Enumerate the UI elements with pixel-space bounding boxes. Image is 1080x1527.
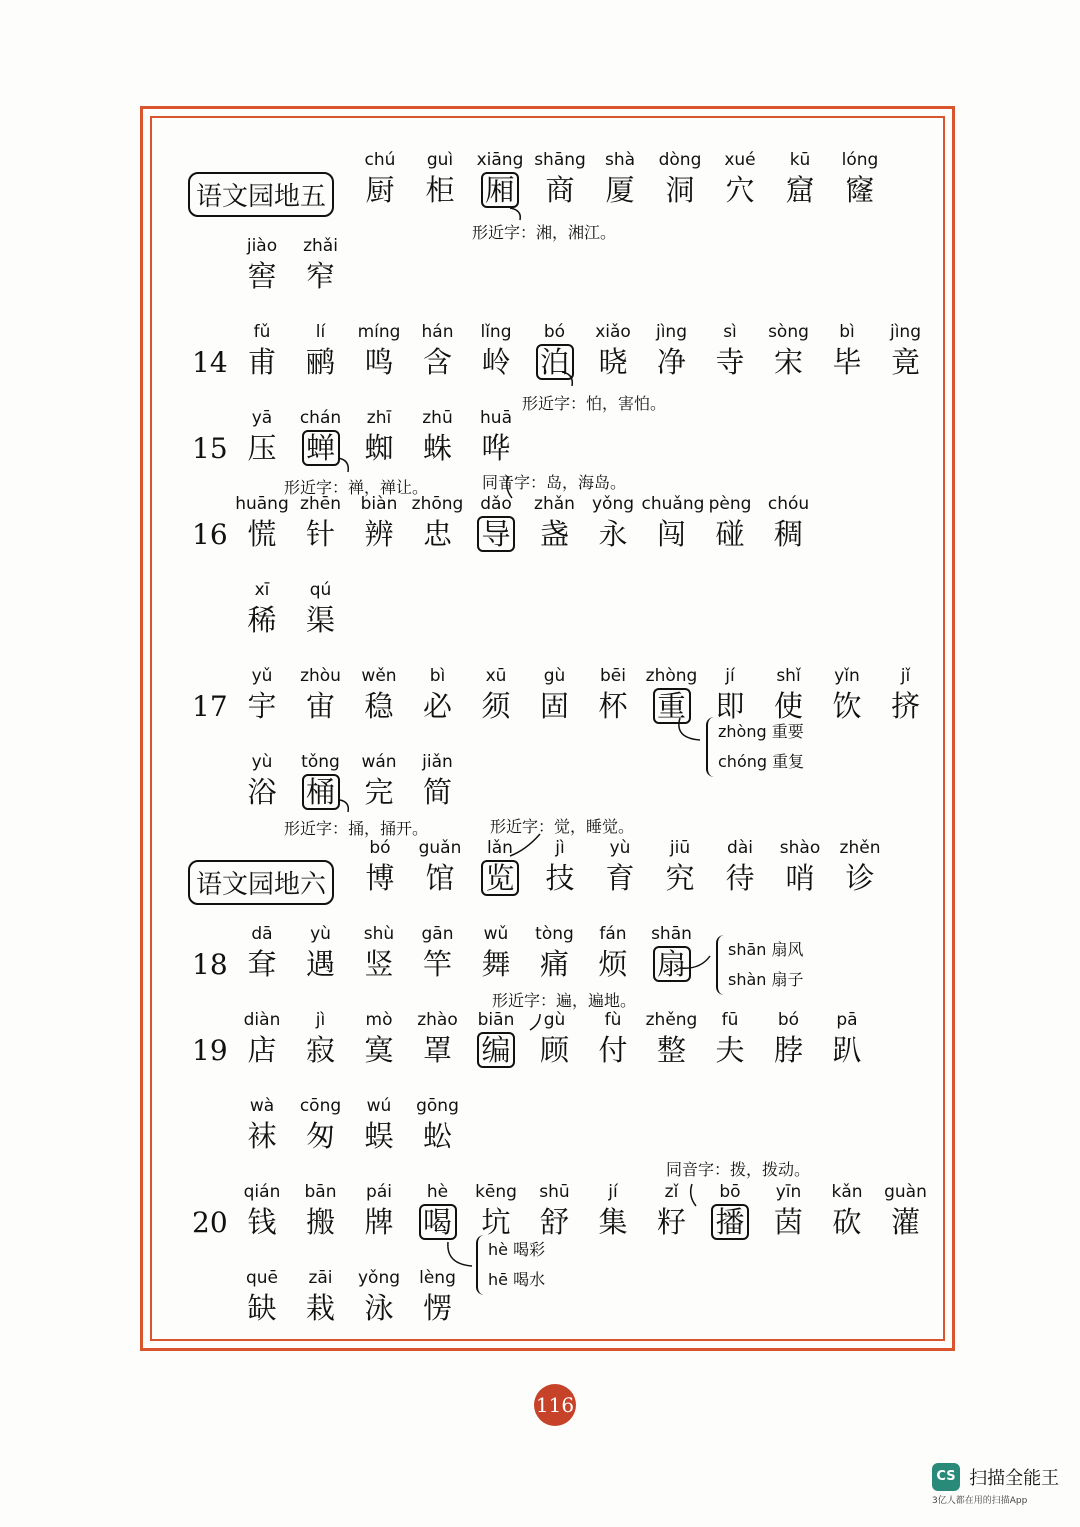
character: 须 — [481, 689, 511, 723]
pinyin: dài — [727, 838, 753, 858]
lesson-number: 20 — [192, 1206, 228, 1239]
pinyin: yù — [609, 838, 631, 858]
pinyin: lǎn — [487, 838, 513, 858]
character: 浴 — [247, 775, 277, 809]
lesson-number: 15 — [192, 432, 228, 465]
pinyin: zhòu — [300, 666, 341, 686]
character: 整 — [656, 1033, 686, 1067]
character: 付 — [598, 1033, 628, 1067]
pinyin: biàn — [360, 494, 398, 514]
character: 渠 — [305, 603, 335, 637]
pinyin: pèng — [708, 494, 752, 514]
pinyin: guàn — [884, 1182, 927, 1202]
character: 究 — [665, 861, 695, 895]
character: 鸣 — [364, 345, 394, 379]
pinyin: shāng — [534, 150, 586, 170]
character: 必 — [422, 689, 452, 723]
pinyin: zhōng — [411, 494, 464, 514]
character: 店 — [247, 1033, 277, 1067]
pinyin: zhěng — [645, 1010, 698, 1030]
pinyin: xī — [254, 580, 270, 600]
pinyin: bó — [369, 838, 391, 858]
character: 蜈 — [364, 1119, 394, 1153]
character: 商 — [545, 173, 575, 207]
pinyin: chuǎng — [641, 494, 705, 514]
character: 压 — [247, 431, 277, 465]
pinyin: yā — [251, 408, 273, 428]
pinyin: zhǎn — [534, 494, 575, 514]
pinyin: wú — [366, 1096, 392, 1116]
highlighted-character: 导 — [477, 516, 515, 552]
polyphone-line: hē 喝水 — [488, 1270, 546, 1289]
pinyin: xiǎo — [595, 322, 631, 342]
pinyin: zhěn — [839, 838, 881, 858]
arrow-icon — [679, 718, 700, 740]
scanner-watermark — [932, 1463, 1059, 1506]
character: 趴 — [832, 1033, 862, 1067]
pinyin: yǐn — [834, 666, 860, 686]
character: 竿 — [422, 947, 452, 981]
pinyin: wà — [249, 1096, 275, 1116]
pinyin: jí — [608, 1182, 618, 1202]
character: 针 — [305, 517, 335, 551]
character: 博 — [365, 861, 395, 895]
character: 杯 — [598, 689, 628, 723]
pinyin: hè — [426, 1182, 449, 1202]
character: 毕 — [832, 345, 862, 379]
polyphone-line: zhòng 重要 — [718, 722, 804, 741]
character: 匆 — [305, 1119, 335, 1153]
section-label: 语文园地五 — [188, 172, 334, 217]
polyphone-line: hè 喝彩 — [488, 1240, 546, 1259]
character: 完 — [364, 775, 394, 809]
note-bo2: 同音字：拨，拨动。 — [666, 1160, 811, 1179]
note-bo: 形近字：怕，害怕。 — [522, 394, 667, 413]
polyphone-line: chóng 重复 — [718, 752, 805, 771]
pinyin: yǒng — [357, 1268, 401, 1288]
pinyin: xué — [724, 150, 756, 170]
character: 竖 — [364, 947, 394, 981]
pinyin: kū — [789, 150, 811, 170]
watermark-subtitle: 3亿人都在用的扫描App — [932, 1496, 1028, 1506]
character: 厦 — [605, 173, 635, 207]
character: 竟 — [890, 345, 920, 379]
pinyin: zhòng — [645, 666, 698, 686]
note-lan: 形近字：觉，睡觉。 — [490, 817, 635, 836]
pinyin: dòng — [658, 150, 702, 170]
pinyin: pā — [836, 1010, 858, 1030]
character: 蚣 — [422, 1119, 452, 1153]
character: 哨 — [785, 861, 815, 895]
character: 牌 — [364, 1205, 394, 1239]
highlighted-character: 喝 — [419, 1204, 457, 1240]
character: 脖 — [773, 1033, 803, 1067]
pinyin: mò — [365, 1010, 393, 1030]
lesson-number: 14 — [192, 346, 228, 379]
pinyin: cōng — [299, 1096, 342, 1116]
pinyin: jì — [315, 1010, 326, 1030]
character: 舞 — [481, 947, 511, 981]
lesson-number: 17 — [192, 690, 228, 723]
pinyin: gù — [543, 666, 566, 686]
pinyin: zhēn — [300, 494, 341, 514]
character: 痛 — [539, 947, 569, 981]
pinyin: jìng — [655, 322, 687, 342]
character: 宇 — [247, 689, 277, 723]
pinyin: jiū — [669, 838, 691, 858]
pinyin: diàn — [243, 1010, 281, 1030]
pinyin: guǎn — [418, 838, 462, 858]
character: 宙 — [305, 689, 335, 723]
highlighted-character: 泊 — [536, 344, 574, 380]
character: 寺 — [715, 345, 745, 379]
pinyin: yǒng — [591, 494, 635, 514]
pinyin: zhū — [422, 408, 453, 428]
pinyin: jí — [725, 666, 735, 686]
arrow-icon — [510, 834, 540, 856]
note-xiang: 形近字：湘，湘江。 — [472, 223, 617, 242]
character: 夫 — [715, 1033, 745, 1067]
pinyin: dā — [251, 924, 273, 944]
pinyin: wěn — [361, 666, 397, 686]
pinyin: bì — [839, 322, 855, 342]
pinyin: sì — [723, 322, 737, 342]
pinyin: yǔ — [251, 666, 273, 686]
character: 忠 — [422, 517, 452, 551]
character: 寂 — [305, 1033, 335, 1067]
pinyin: gān — [421, 924, 454, 944]
highlighted-character: 重 — [653, 688, 691, 724]
arrow-icon — [448, 1242, 472, 1266]
character: 罩 — [422, 1033, 452, 1067]
character: 舒 — [539, 1205, 569, 1239]
highlighted-character: 蝉 — [302, 430, 340, 466]
character: 待 — [725, 861, 755, 895]
character: 遇 — [305, 947, 335, 981]
character: 盏 — [539, 517, 569, 551]
pinyin: jǐ — [900, 666, 911, 686]
character: 窄 — [305, 259, 335, 293]
highlighted-character: 播 — [711, 1204, 749, 1240]
character: 籽 — [656, 1205, 686, 1239]
pinyin: fán — [599, 924, 627, 944]
pinyin: shà — [604, 150, 636, 170]
pinyin: shù — [363, 924, 395, 944]
character: 含 — [422, 345, 452, 379]
arrow-icon — [530, 1014, 540, 1030]
character: 蛛 — [422, 431, 452, 465]
character: 窿 — [845, 173, 875, 207]
character: 技 — [545, 861, 575, 895]
pinyin: lǐng — [480, 322, 512, 342]
pinyin: dǎo — [480, 494, 512, 514]
character: 闯 — [656, 517, 686, 551]
character: 集 — [598, 1205, 628, 1239]
character: 蜘 — [364, 431, 394, 465]
pinyin: tòng — [535, 924, 574, 944]
character: 馆 — [425, 861, 455, 895]
character: 泳 — [364, 1291, 394, 1325]
pinyin: xū — [485, 666, 507, 686]
pinyin: kǎn — [831, 1182, 863, 1202]
pinyin: wán — [361, 752, 397, 772]
pinyin: jìng — [889, 322, 921, 342]
note-shan: 形近字：遍，遍地。 — [492, 991, 637, 1010]
pinyin: huāng — [235, 494, 289, 514]
pinyin: kēng — [475, 1182, 517, 1202]
pinyin: zhī — [366, 408, 392, 428]
pinyin: biān — [477, 1010, 515, 1030]
pinyin: fǔ — [253, 322, 271, 342]
pinyin: zǐ — [664, 1182, 679, 1202]
pinyin: chán — [299, 408, 342, 428]
pinyin: bēi — [600, 666, 626, 686]
pinyin: sòng — [768, 322, 809, 342]
character: 窖 — [247, 259, 277, 293]
pinyin: lèng — [419, 1268, 456, 1288]
character: 净 — [656, 345, 686, 379]
lesson-number: 19 — [192, 1034, 228, 1067]
pinyin: jì — [555, 838, 565, 858]
pinyin: quē — [245, 1268, 279, 1288]
note-dao: 同音字：岛，海岛。 — [482, 473, 627, 492]
pinyin: jiào — [246, 236, 278, 256]
note-chan: 形近字：禅，禅让。 — [284, 478, 429, 497]
lesson-number: 16 — [192, 518, 228, 551]
character: 钱 — [247, 1205, 277, 1239]
character: 稀 — [247, 603, 277, 637]
character: 宋 — [773, 345, 803, 379]
highlighted-character: 桶 — [302, 774, 340, 810]
camscanner-logo-icon: CS — [932, 1463, 960, 1491]
watermark-title: 扫描全能王 — [969, 1468, 1060, 1489]
arrow-icon — [680, 956, 710, 968]
pinyin: yù — [310, 924, 331, 944]
pinyin: zhǎi — [303, 236, 338, 256]
pinyin: xiāng — [476, 150, 524, 170]
character: 育 — [605, 861, 635, 895]
character: 栽 — [305, 1291, 335, 1325]
character: 即 — [715, 689, 745, 723]
pinyin: bān — [304, 1182, 337, 1202]
pinyin: chóu — [767, 494, 810, 514]
pinyin: zāi — [308, 1268, 333, 1288]
polyphone-line: shān 扇风 — [728, 940, 804, 959]
character: 简 — [422, 775, 452, 809]
character: 寞 — [364, 1033, 394, 1067]
character: 搬 — [305, 1205, 335, 1239]
character: 顾 — [539, 1033, 569, 1067]
pinyin: chú — [364, 150, 396, 170]
character: 慌 — [247, 517, 277, 551]
highlighted-character: 扇 — [653, 946, 691, 982]
arrow-icon — [510, 208, 520, 220]
character: 饮 — [832, 689, 862, 723]
character: 诊 — [845, 861, 875, 895]
page-number: 116 — [534, 1384, 576, 1426]
pinyin: fū — [721, 1010, 739, 1030]
polyphone-line: shàn 扇子 — [728, 970, 804, 989]
character: 缺 — [247, 1291, 277, 1325]
note-tong: 形近字：捅，捅开。 — [284, 819, 429, 838]
character: 坑 — [481, 1205, 511, 1239]
pinyin: zhào — [417, 1010, 458, 1030]
character: 柜 — [425, 173, 455, 207]
pinyin: jiǎn — [422, 752, 453, 772]
lesson-number: 18 — [192, 948, 228, 981]
pinyin: qián — [243, 1182, 281, 1202]
pinyin: shǐ — [776, 666, 801, 686]
character: 茵 — [773, 1205, 803, 1239]
pinyin: bó — [777, 1010, 800, 1030]
character: 洞 — [665, 173, 695, 207]
character: 灌 — [890, 1205, 920, 1239]
arrow-icon — [691, 1184, 696, 1206]
character: 晓 — [598, 345, 628, 379]
character: 袜 — [247, 1119, 277, 1153]
character: 岭 — [481, 345, 511, 379]
pinyin: shū — [539, 1182, 570, 1202]
section-label: 语文园地六 — [188, 860, 334, 905]
character: 鹂 — [305, 345, 335, 379]
character: 稠 — [773, 517, 803, 551]
character: 窟 — [785, 173, 815, 207]
pinyin: fù — [604, 1010, 622, 1030]
pinyin: bō — [719, 1182, 741, 1202]
pinyin: gōng — [416, 1096, 459, 1116]
character: 甫 — [247, 345, 277, 379]
character: 永 — [598, 517, 628, 551]
arrow-icon — [340, 800, 348, 812]
pinyin: bó — [543, 322, 566, 342]
arrow-icon — [507, 476, 512, 498]
pinyin: pái — [366, 1182, 392, 1202]
pinyin: míng — [357, 322, 401, 342]
character: 挤 — [890, 689, 920, 723]
arrow-icon — [562, 372, 572, 386]
character: 愣 — [422, 1291, 452, 1325]
pinyin: hán — [421, 322, 454, 342]
character: 固 — [539, 689, 569, 723]
pinyin: huā — [480, 408, 512, 428]
arrow-icon — [338, 458, 348, 472]
character: 碰 — [715, 517, 745, 551]
pinyin: guì — [426, 150, 454, 170]
character: 穴 — [725, 173, 755, 207]
highlighted-character: 编 — [477, 1032, 515, 1068]
character: 厨 — [365, 173, 395, 207]
pinyin: shān — [651, 924, 692, 944]
pinyin: lí — [315, 322, 326, 342]
character: 使 — [773, 689, 803, 723]
character: 稳 — [364, 689, 394, 723]
character: 辨 — [364, 517, 394, 551]
pinyin: gù — [543, 1010, 566, 1030]
character: 砍 — [832, 1205, 862, 1239]
pinyin: yù — [251, 752, 273, 772]
pinyin: qú — [309, 580, 332, 600]
character: 哗 — [481, 431, 511, 465]
highlighted-character: 览 — [481, 860, 519, 896]
character: 耷 — [247, 947, 277, 981]
pinyin: lóng — [841, 150, 879, 170]
pinyin: shào — [779, 838, 821, 858]
pinyin: yīn — [775, 1182, 802, 1202]
highlighted-character: 厢 — [481, 172, 519, 208]
character: 烦 — [598, 947, 628, 981]
pinyin: bì — [429, 666, 446, 686]
pinyin: tǒng — [301, 752, 340, 772]
pinyin: wǔ — [483, 924, 509, 944]
